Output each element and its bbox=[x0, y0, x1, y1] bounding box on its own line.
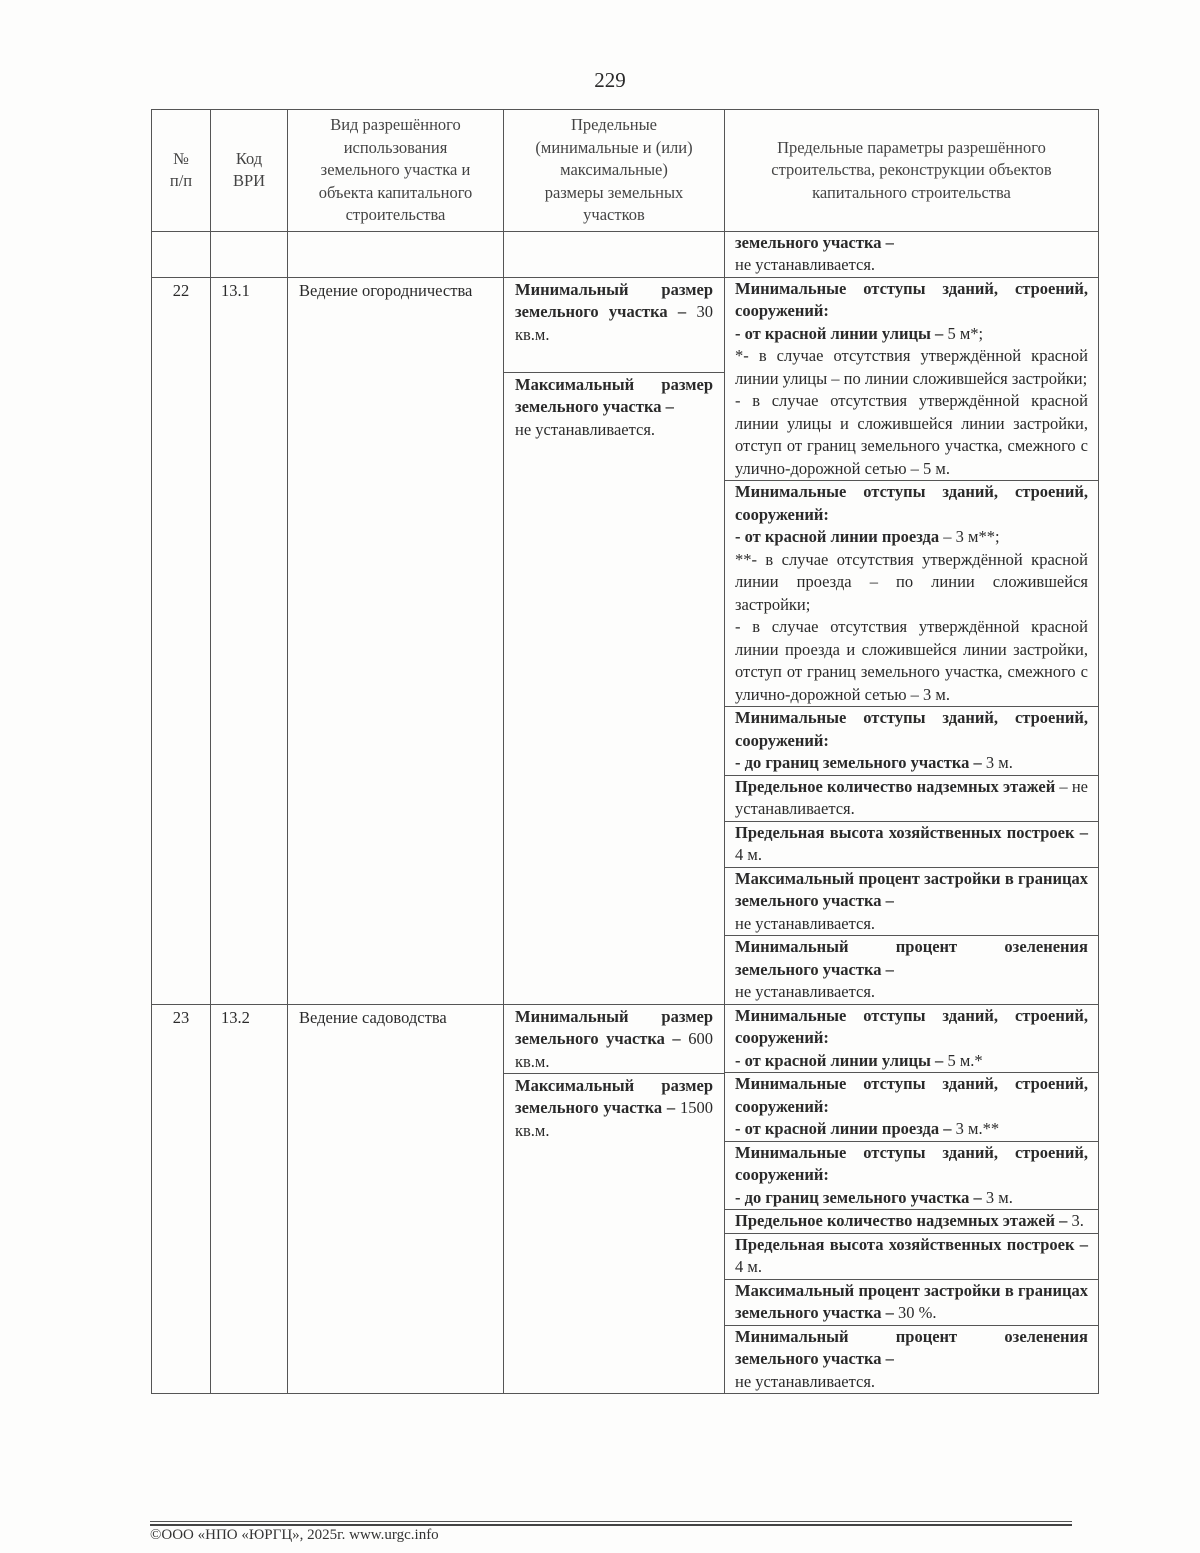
header-num: № п/п bbox=[152, 110, 211, 232]
header-code: Код ВРИ bbox=[211, 110, 288, 232]
param-cell: Минимальные отступы зданий, строений, сооружений: - до границ земельного участка – 3 м. bbox=[735, 1142, 1088, 1207]
row-number: 22 bbox=[152, 277, 211, 1004]
plot-min: Минимальный размер земельного участка – 600 кв.м. bbox=[504, 1005, 724, 1074]
row-use-name: Ведение садоводства bbox=[288, 1004, 504, 1394]
plot-max: Максимальный размер земельного участка – не устанавливается. bbox=[515, 374, 713, 439]
param-cell: земельного участка – не устанавливается. bbox=[735, 232, 894, 274]
param-cell: Минимальные отступы зданий, строений, сооружений: - от красной линии проезда – 3 м**; **- в случае отсутствия утверждённой красной линии проезда – по линии сложившейся застройки; - в случае отсутствия утверждённой красной линии проезда и сложившейся линии застройки, отступ от границ земельного участка, смежного с улично-дорожной сетью – 3 м. bbox=[735, 482, 1088, 704]
footer-divider-thick bbox=[150, 1524, 1072, 1526]
param-cell: Предельная высота хозяйственных построек – 4 м. bbox=[735, 1234, 1088, 1276]
param-cell: Предельное количество надземных этажей – 3. bbox=[735, 1211, 1084, 1230]
param-cell: Предельная высота хозяйственных построек – 4 м. bbox=[735, 822, 1088, 864]
param-cell: Минимальные отступы зданий, строений, сооружений: - до границ земельного участка – 3 м. bbox=[735, 708, 1088, 772]
header-use: Вид разрешённого использования земельного участка и объекта капитального строительства bbox=[288, 110, 504, 232]
param-cell: Предельное количество надземных этажей – не устанавливается. bbox=[735, 776, 1088, 818]
param-cell: Минимальные отступы зданий, строений, сооружений: - от красной линии улицы – 5 м.* bbox=[735, 1005, 1088, 1070]
row-code: 13.1 bbox=[211, 277, 288, 1004]
plot-max: Максимальный размер земельного участка – 1500 кв.м. bbox=[515, 1075, 713, 1140]
table-row bbox=[152, 1004, 1099, 1073]
table-row-continuation bbox=[152, 231, 1099, 277]
table-row bbox=[152, 277, 1099, 481]
table-header-row bbox=[152, 110, 1099, 232]
row-use-name: Ведение огородничества bbox=[288, 277, 504, 1004]
param-cell: Минимальный процент озеленения земельного участка – не устанавливается. bbox=[735, 1326, 1088, 1391]
header-params: Предельные параметры разрешённого строительства, реконструкции объектов капитального строительства bbox=[725, 110, 1099, 232]
page-number: 229 bbox=[594, 68, 626, 92]
plot-sizes bbox=[504, 277, 725, 1004]
param-cell: Минимальные отступы зданий, строений, сооружений: - от красной линии улицы – 5 м*; *- в случае отсутствия утверждённой красной линии улицы – по линии сложившейся застройки; - в случае отсутствия утверждённой красной линии улицы и сложившейся линии застройки, отступ от границ земельного участка, смежного с улично-дорожной сетью – 5 м. bbox=[735, 278, 1088, 478]
param-cell: Максимальный процент застройки в границах земельного участка – 30 %. bbox=[735, 1280, 1088, 1322]
param-cell: Максимальный процент застройки в границах земельного участка – не устанавливается. bbox=[735, 868, 1088, 933]
row-code: 13.2 bbox=[211, 1004, 288, 1394]
param-cell: Минимальные отступы зданий, строений, сооружений: - от красной линии проезда – 3 м.** bbox=[735, 1074, 1088, 1138]
param-cell: Минимальный процент озеленения земельного участка – не устанавливается. bbox=[735, 937, 1088, 1001]
header-plot: Предельные (минимальные и (или) максимальные) размеры земельных участков bbox=[504, 110, 725, 232]
plot-min: Минимальный размер земельного участка – 30 кв.м. bbox=[504, 278, 724, 373]
row-number: 23 bbox=[152, 1004, 211, 1394]
plot-sizes bbox=[504, 1004, 725, 1394]
footer-divider bbox=[150, 1521, 1072, 1522]
footer-copyright: ©ООО «НПО «ЮРГЦ», 2025г. www.urgc.info bbox=[150, 1527, 439, 1543]
regulations-table bbox=[151, 109, 1099, 1394]
